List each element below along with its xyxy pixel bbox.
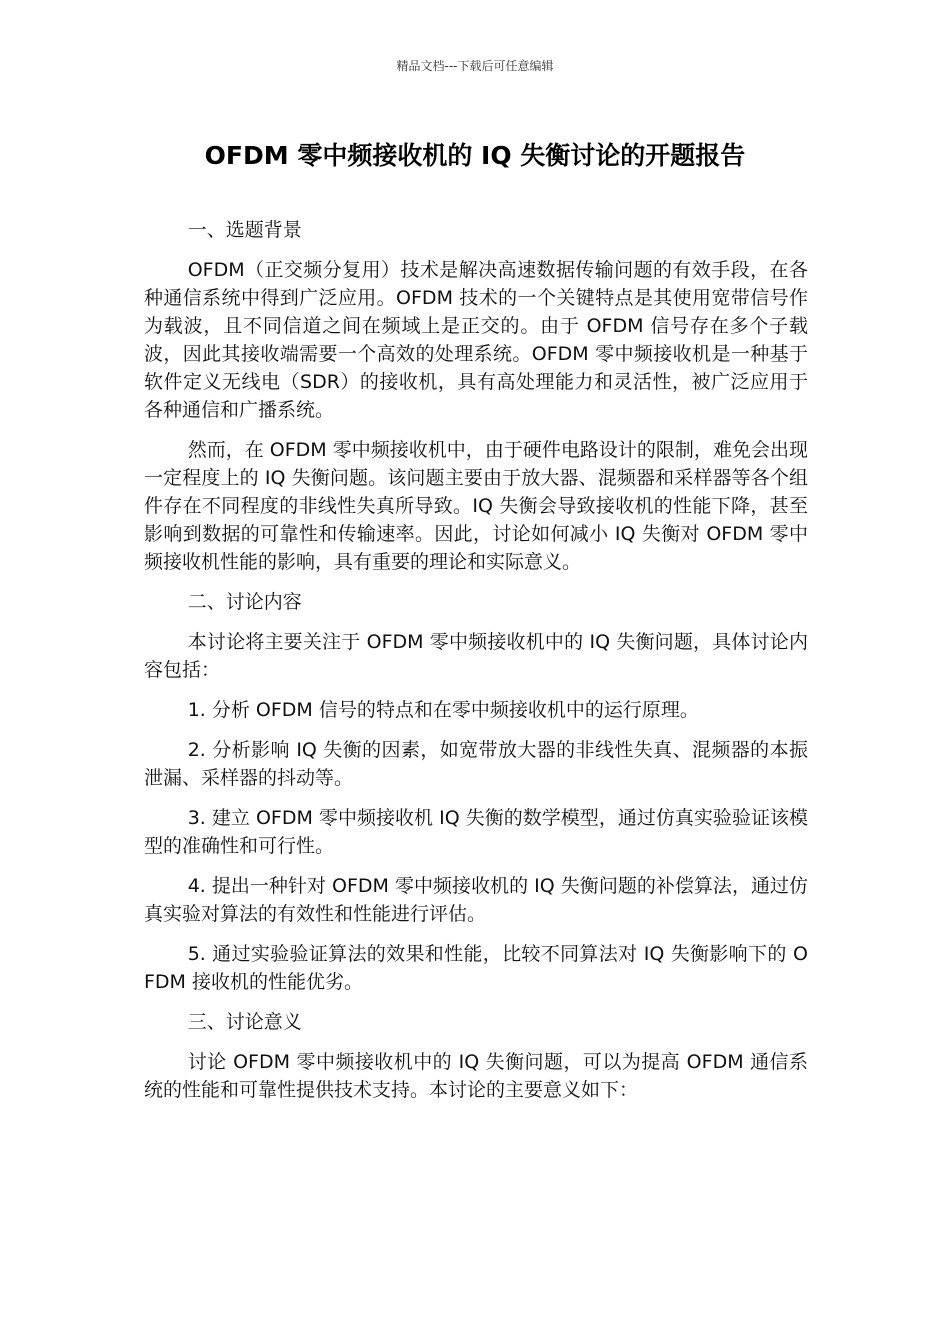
list-item-5: 5. 通过实验验证算法的效果和性能，比较不同算法对 IQ 失衡影响下的 OFDM 接收机的性能优劣。 — [144, 943, 808, 993]
section-heading-significance: 三、讨论意义 — [187, 1011, 302, 1033]
paragraph-content-intro: 本讨论将主要关注于 OFDM 零中频接收机中的 IQ 失衡问题，具体讨论内容包括： — [144, 631, 808, 681]
section-heading-content: 二、讨论内容 — [187, 591, 302, 613]
paragraph-background-1: OFDM（正交频分复用）技术是解决高速数据传输问题的有效手段，在各种通信系统中得到广泛应用。OFDM 技术的一个关键特点是其使用宽带信号作为载波，且不同信道之间在频域上是正交的。由于 OFDM 信号存在多个子载波，因此其接收端需要一个高效的处理系统。OFDM 零中频接收机是一种基于软件定义无线电（SDR）的接收机，具有高处理能力和灵活性，被广泛应用于各种通信和广播系统。 — [144, 259, 808, 421]
paragraph-significance-1: 讨论 OFDM 零中频接收机中的 IQ 失衡问题，可以为提高 OFDM 通信系统的性能和可靠性提供技术支持。本讨论的主要意义如下： — [144, 1051, 808, 1101]
paragraph-background-2: 然而，在 OFDM 零中频接收机中，由于硬件电路设计的限制，难免会出现一定程度上的 IQ 失衡问题。该问题主要由于放大器、混频器和采样器等各个组件存在不同程度的非线性失真所导致。IQ 失衡会导致接收机的性能下降，甚至影响到数据的可靠性和传输速率。因此，讨论如何减小 IQ 失衡对 OFDM 零中频接收机性能的影响，具有重要的理论和实际意义。 — [144, 439, 808, 573]
header-note: 精品文档---下载后可任意编辑 — [396, 59, 554, 73]
list-item-3: 3. 建立 OFDM 零中频接收机 IQ 失衡的数学模型，通过仿真实验验证该模型的准确性和可行性。 — [144, 807, 808, 857]
document-body — [144, 216, 808, 1116]
list-item-1: 1. 分析 OFDM 信号的特点和在零中频接收机中的运行原理。 — [187, 699, 699, 721]
section-heading-background: 一、选题背景 — [187, 219, 302, 241]
list-item-4: 4. 提出一种针对 OFDM 零中频接收机的 IQ 失衡问题的补偿算法，通过仿真实验对算法的有效性和性能进行评估。 — [144, 875, 808, 925]
document-title: OFDM 零中频接收机的 IQ 失衡讨论的开题报告 — [204, 141, 746, 170]
list-item-2: 2. 分析影响 IQ 失衡的因素，如宽带放大器的非线性失真、混频器的本振泄漏、采样器的抖动等。 — [144, 739, 808, 789]
